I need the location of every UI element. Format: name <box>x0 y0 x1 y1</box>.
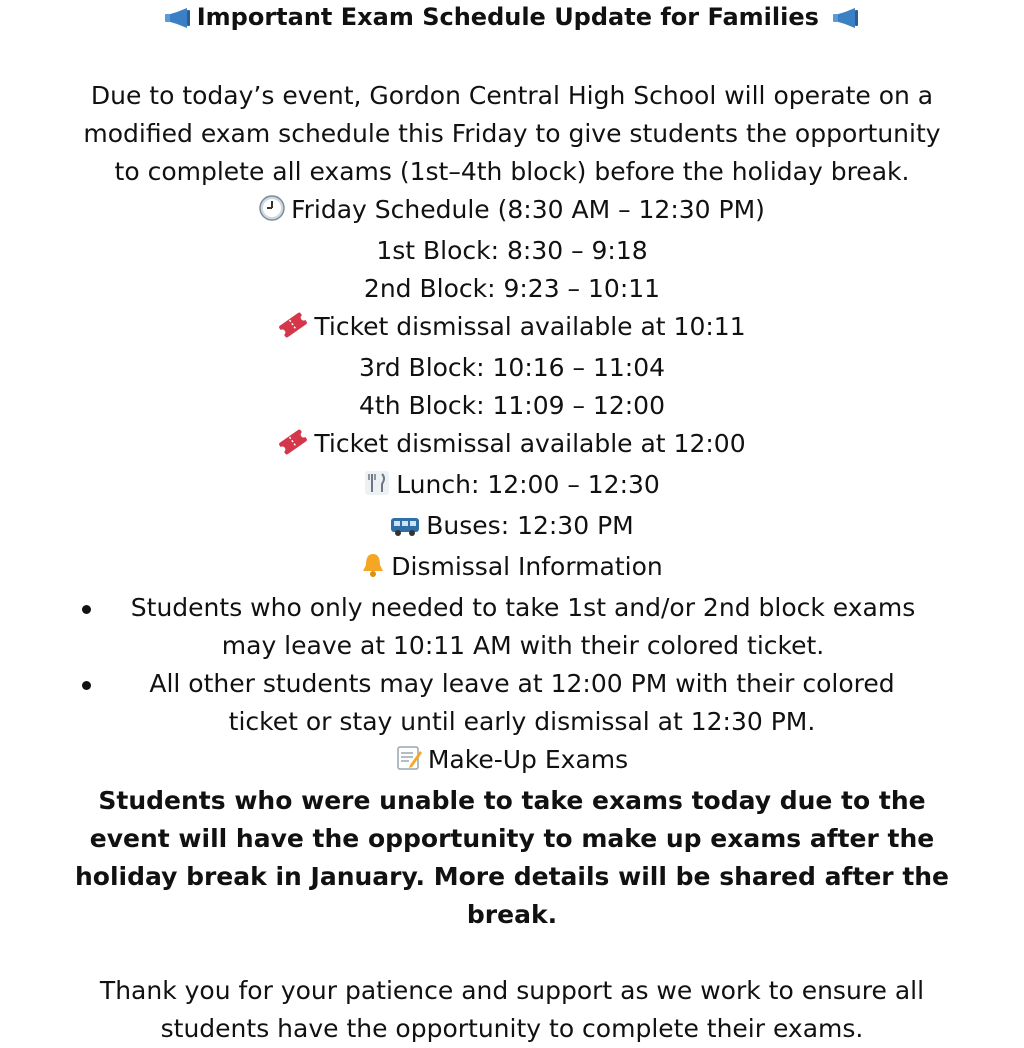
ticket-dismissal-2 <box>20 425 1004 466</box>
block-2: 2nd Block: 9:23 – 10:11 <box>363 274 661 303</box>
dismissal-item-1: Students who only needed to take 1st and/or 2nd block exams may leave at 10:11 AM with their colored ticket. <box>130 593 916 660</box>
megaphone-icon <box>833 3 859 37</box>
closing-paragraph: Thank you for your patience and support as we work to ensure all students have the opportunity to complete their exams. <box>99 976 925 1043</box>
ticket-dismissal-2-text: Ticket dismissal available at 12:00 <box>314 429 746 458</box>
clock-icon <box>259 194 285 232</box>
schedule-heading-text: Friday Schedule (8:30 AM – 12:30 PM) <box>291 195 765 224</box>
bullet <box>82 665 91 703</box>
bell-icon <box>361 551 385 589</box>
buses-line <box>20 507 1004 548</box>
block-3: 3rd Block: 10:16 – 11:04 <box>358 353 666 382</box>
ticket-icon <box>278 311 308 349</box>
dismissal-list <box>20 589 1004 741</box>
fork-knife-icon <box>364 469 390 507</box>
list-item <box>20 665 1004 741</box>
makeup-heading <box>20 741 1004 782</box>
memo-icon <box>396 744 422 782</box>
ticket-dismissal-1 <box>20 308 1004 349</box>
dismissal-heading <box>20 548 1004 589</box>
makeup-paragraph: Students who were unable to take exams today due to the event will have the opportunity to make up exams after the holiday break in January. More details will be shared after the break. <box>74 786 950 929</box>
page-title <box>20 0 1004 37</box>
schedule-heading <box>20 191 1004 232</box>
dismissal-heading-text: Dismissal Information <box>391 552 663 581</box>
intro-paragraph: Due to today’s event, Gordon Central High School will operate on a modified exam schedule this Friday to give students the opportunity to complete all exams (1st–4th block) before the holiday break. <box>83 81 941 186</box>
list-item <box>20 589 1004 665</box>
bus-icon <box>390 510 420 548</box>
block-4: 4th Block: 11:09 – 12:00 <box>359 391 665 420</box>
block-1: 1st Block: 8:30 – 9:18 <box>376 236 648 265</box>
lunch-line <box>20 466 1004 507</box>
makeup-heading-text: Make-Up Exams <box>427 745 629 774</box>
bullet <box>82 589 91 627</box>
ticket-icon <box>278 428 308 466</box>
title-text: Important Exam Schedule Update for Families <box>196 3 819 31</box>
megaphone-icon <box>165 3 191 37</box>
dismissal-item-2: All other students may leave at 12:00 PM with their colored ticket or stay until early dismissal at 12:30 PM. <box>149 669 895 736</box>
ticket-dismissal-1-text: Ticket dismissal available at 10:11 <box>314 312 746 341</box>
buses-text: Buses: 12:30 PM <box>426 511 634 540</box>
lunch-text: Lunch: 12:00 – 12:30 <box>396 470 660 499</box>
